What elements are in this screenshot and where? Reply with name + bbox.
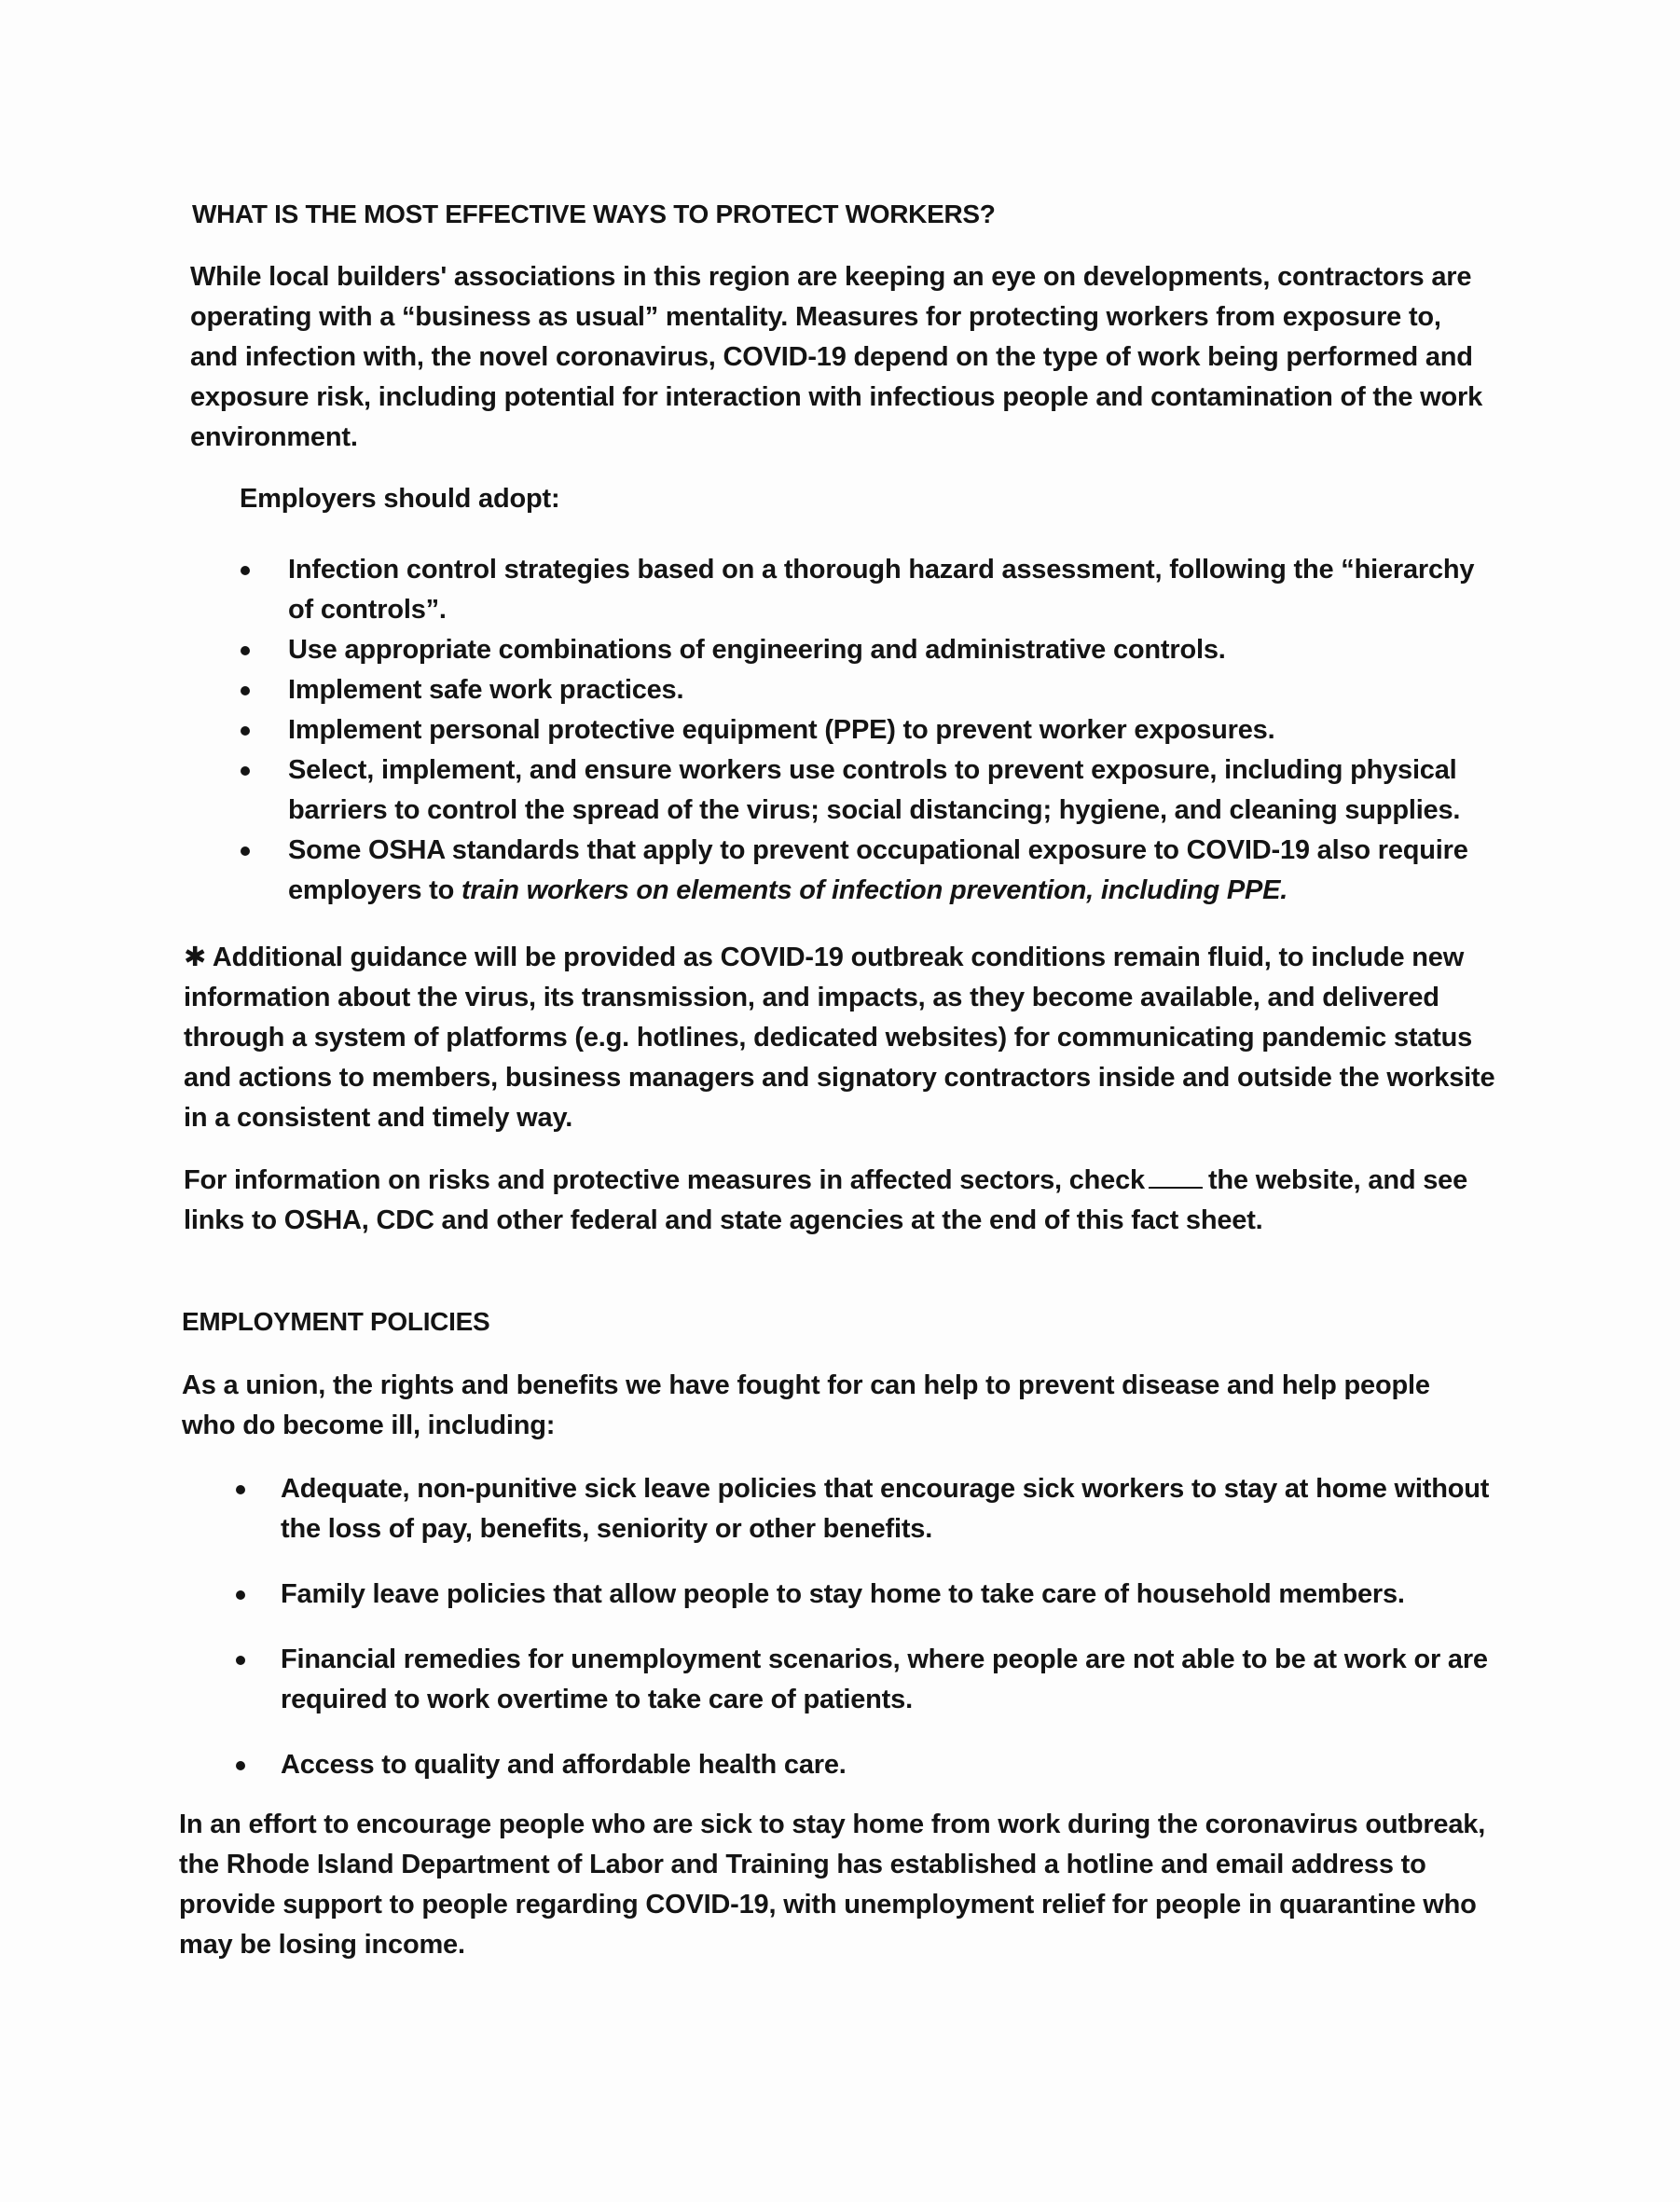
additional-guidance-text: Additional guidance will be provided as COVID-19 outbreak conditions remain fluid, to include new information about the virus, its transmission, and impacts, as they become available, and delivered through a system of platforms (e.g. hotlines, dedicated websites) for communicating pandemic status and actions to members, business managers and signatory contractors inside and outside the worksite in a consistent and timely way. [184, 943, 1495, 1133]
list-item-text: Implement safe work practices. [288, 675, 684, 705]
bullet-icon [241, 686, 250, 695]
list-item [231, 1640, 1499, 1720]
list-item [239, 710, 1488, 750]
information-text-end: the website, and see links to OSHA, CDC and other federal and state agencies at the end of this fact sheet. [184, 1165, 1467, 1235]
bullet-icon [236, 1590, 245, 1600]
list-item [231, 1469, 1499, 1549]
list-item [239, 550, 1488, 630]
bullet-icon [241, 766, 250, 776]
information-text-start: For information on risks and protective measures in affected sectors, check [184, 1165, 1145, 1195]
list-item-text: Access to quality and affordable health care. [281, 1750, 847, 1780]
list-item [231, 1745, 1499, 1785]
bullet-icon [236, 1485, 245, 1494]
list-item-text: Implement personal protective equipment (PPE) to prevent worker exposures. [288, 715, 1275, 745]
list-item-text: Adequate, non-punitive sick leave policies that encourage sick workers to stay at home without the loss of pay, benefits, seniority or other benefits. [281, 1474, 1490, 1544]
asterisk-icon: ✱ [184, 941, 207, 972]
list-item-text: Family leave policies that allow people to stay home to take care of household members. [281, 1579, 1405, 1609]
list-item-text: Select, implement, and ensure workers use controls to prevent exposure, including physical barriers to control the spread of the virus; social distancing; hygiene, and cleaning supplies. [288, 755, 1461, 825]
bullet-icon [236, 1656, 245, 1665]
list-item-text: Infection control strategies based on a thorough hazard assessment, following the “hierarchy of controls”. [288, 555, 1475, 625]
list-item-emphasis: train workers on elements of infection prevention, including PPE. [461, 875, 1288, 905]
section-heading-employment-policies: EMPLOYMENT POLICIES [182, 1307, 490, 1336]
list-item-text: Use appropriate combinations of engineering and administrative controls. [288, 635, 1226, 665]
list-item [239, 670, 1488, 710]
closing-paragraph: In an effort to encourage people who are sick to stay home from work during the coronavirus outbreak, the Rhode Island Department of Labor and Training has established a hotline and email address to provide support to people regarding COVID-19, with unemployment relief for people in quarantine who may be losing income. [179, 1810, 1486, 1960]
additional-guidance-paragraph [184, 937, 1498, 1138]
employers-label: Employers should adopt: [240, 484, 560, 514]
list-item [231, 1575, 1499, 1615]
section-heading-protect-workers: WHAT IS THE MOST EFFECTIVE WAYS TO PROTECT WORKERS? [192, 200, 996, 228]
employer-measures-list [239, 550, 1488, 911]
list-item-text: Financial remedies for unemployment scenarios, where people are not able to be at work or are required to work overtime to take care of patients. [281, 1645, 1488, 1714]
union-intro-paragraph: As a union, the rights and benefits we have fought for can help to prevent disease and help people who do become ill, including: [182, 1370, 1430, 1440]
information-paragraph [184, 1161, 1498, 1241]
bullet-icon [241, 846, 250, 856]
bullet-icon [241, 566, 250, 575]
fill-in-blank [1149, 1164, 1203, 1189]
list-item [239, 831, 1488, 911]
bullet-icon [236, 1761, 245, 1770]
list-item-text: Some OSHA standards that apply to prevent occupational exposure to COVID-19 also require employers to [288, 835, 1468, 905]
bullet-icon [241, 726, 250, 736]
list-item [239, 630, 1488, 670]
intro-paragraph: While local builders' associations in this region are keeping an eye on developments, contractors are operating with a “business as usual” mentality. Measures for protecting workers from exposure to, and infection with, the novel coronavirus, COVID-19 depend on the type of work being performed and exposure risk, including potential for interaction with infectious people and contamination of the work environment. [190, 262, 1483, 452]
list-item [239, 750, 1488, 831]
bullet-icon [241, 646, 250, 655]
union-benefits-list [231, 1469, 1499, 1785]
